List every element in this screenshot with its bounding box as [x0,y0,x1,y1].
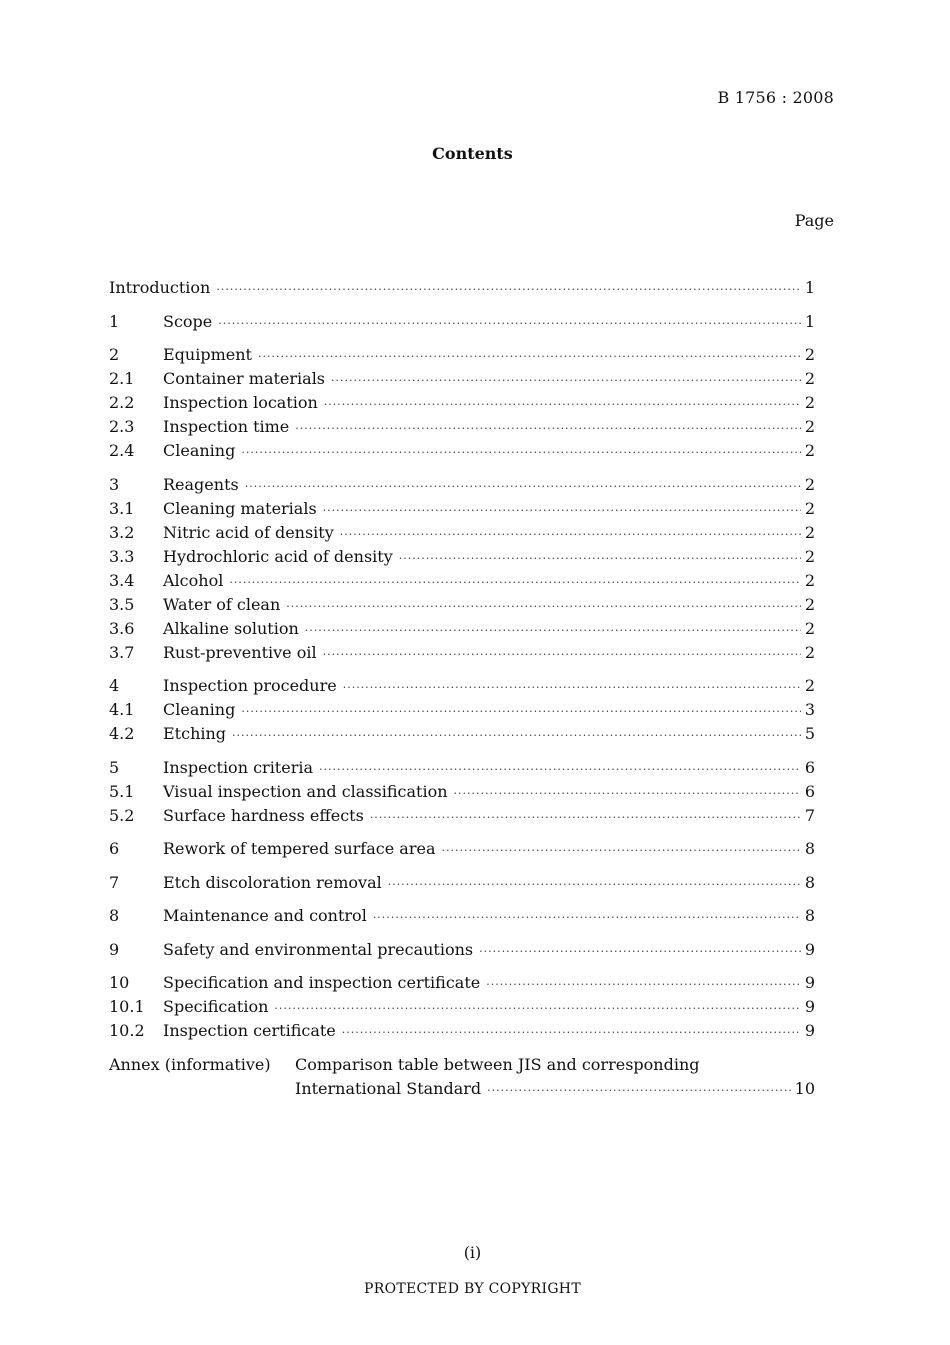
dot-leader [305,619,801,643]
dot-leader [486,973,801,997]
toc-entry-number: 9 [109,939,120,959]
toc-entry-number: 3.3 [109,546,135,566]
annex-first-line [109,1053,815,1077]
annex-title-line2: International Standard [295,1078,482,1098]
toc-entry-label: Cleaning materials [163,498,317,518]
toc-entry [109,722,815,746]
toc-entry-number: 4.1 [109,700,135,719]
dot-leader [274,997,800,1021]
toc-entry-page: 2 [804,369,815,388]
toc-entry [109,439,815,463]
toc-entry-page: 9 [804,997,815,1016]
toc-entry [109,756,815,780]
toc-entry [109,780,815,804]
toc-entry-page: 2 [804,522,815,542]
toc-entry-number: 2.3 [109,417,135,436]
toc-entry-label: Specification [163,997,269,1016]
toc-entry-label: Safety and environmental precautions [163,939,474,959]
toc-entry-number: 6 [109,839,120,858]
toc-entry [109,871,815,895]
toc-entry-page: 2 [804,393,815,412]
annex-second-line [109,1077,815,1101]
toc-entry-page: 5 [804,724,815,743]
toc-entry-label: Surface hardness effects [163,805,364,825]
toc-annex-entry [109,1053,815,1101]
toc-entry [109,497,815,521]
toc-entry-page: 2 [804,618,815,638]
toc-entry-number: 3.2 [109,522,135,542]
toc-entry-page: 9 [804,939,815,959]
toc-entry-label: Inspection certificate [163,1021,336,1040]
toc-entry-page: 2 [804,345,815,364]
dot-leader [218,312,801,336]
toc-entry-page: 8 [804,906,815,925]
toc-entry-label: Maintenance and control [163,906,367,925]
annex-title-line1: Comparison table between JIS and corresponding [295,1054,700,1074]
toc-entry [109,698,815,722]
toc-entry-page: 8 [804,872,815,892]
dot-leader [342,1021,801,1045]
dot-leader [388,873,801,897]
toc-entry [109,276,815,300]
toc-entry [109,971,815,995]
toc-entry [109,995,815,1019]
page-title: Contents [432,144,513,163]
toc-entry-page: 2 [804,676,815,695]
toc-entry-number: 7 [109,872,120,892]
toc-entry-number: 3 [109,474,120,494]
toc-entry [109,545,815,569]
annex-prefix: Annex (informative) [109,1054,271,1074]
toc-entry [109,641,815,665]
toc-entry-number: 10 [109,973,130,992]
toc-entry-label: Scope [163,311,213,331]
toc-entry-label: Alkaline solution [163,618,299,638]
toc-entry-label: Inspection location [163,393,318,412]
toc-entry-page: 2 [804,441,815,460]
toc-entry-label: Cleaning [163,700,236,719]
toc-entry-label: Inspection procedure [163,676,337,695]
dot-leader [258,345,801,369]
dot-leader [487,1079,790,1103]
page-column-header: Page [794,211,834,230]
toc-entry-number: 4 [109,676,120,695]
dot-leader [286,595,801,619]
toc-entry-label: Nitric acid of density [163,522,334,542]
toc-entry-number: 3.6 [109,618,135,638]
toc-entry-page: 1 [804,311,815,331]
toc-entry [109,837,815,861]
page-number: (i) [463,1243,482,1262]
dot-leader [441,839,800,863]
toc-entry [109,343,815,367]
toc-entry [109,473,815,497]
table-of-contents [109,276,815,1101]
toc-entry [109,1019,815,1043]
dot-leader [340,523,801,547]
toc-entry-label: Inspection criteria [163,757,314,777]
dot-leader [324,393,801,417]
dot-leader [370,806,801,830]
document-code: B 1756 : 2008 [717,88,834,107]
toc-entry-page: 2 [804,546,815,566]
toc-entry-label: Alcohol [163,570,224,590]
toc-entry-number: 8 [109,906,120,925]
dot-leader [229,571,800,595]
toc-entry [109,904,815,928]
toc-entry [109,593,815,617]
toc-entry-label: Rust-preventive oil [163,642,317,662]
toc-entry-number: 2.1 [109,369,135,388]
toc-entry-number: 5.1 [109,781,135,801]
copyright-notice: PROTECTED BY COPYRIGHT [364,1281,581,1297]
toc-entry-number: 5 [109,757,120,777]
toc-entry [109,367,815,391]
dot-leader [319,758,801,782]
toc-entry-label: Inspection time [163,417,290,436]
toc-entry-page: 6 [804,757,815,777]
toc-entry-page: 8 [804,839,815,858]
toc-entry-label: Introduction [109,278,211,297]
dot-leader [331,369,801,393]
toc-entry-page: 2 [804,642,815,662]
toc-entry-label: Hydrochloric acid of density [163,546,393,566]
toc-entry-label: Visual inspection and classification [163,781,448,801]
toc-entry-number: 3.4 [109,570,135,590]
toc-entry-number: 2.2 [109,393,135,412]
dot-leader [343,676,801,700]
toc-entry [109,415,815,439]
dot-leader [323,643,801,667]
toc-entry-number: 2 [109,345,120,364]
annex-page: 10 [794,1078,815,1098]
toc-entry-label: Etching [163,724,227,743]
toc-entry-page: 3 [804,700,815,719]
toc-entry-number: 1 [109,311,120,331]
toc-entry-page: 2 [804,570,815,590]
toc-entry-label: Etch discoloration removal [163,872,382,892]
toc-entry [109,674,815,698]
toc-entry-number: 10.2 [109,1021,145,1040]
toc-entry-number: 4.2 [109,724,135,743]
toc-entry-number: 3.5 [109,594,135,614]
toc-entry-label: Specification and inspection certificate [163,973,481,992]
toc-entry [109,938,815,962]
toc-entry-page: 6 [804,781,815,801]
toc-entry-number: 3.7 [109,642,135,662]
dot-leader [323,499,801,523]
toc-entry-number: 2.4 [109,441,135,460]
toc-entry-page: 1 [804,278,815,297]
toc-entry [109,391,815,415]
dot-leader [454,782,801,806]
toc-entry-page: 2 [804,417,815,436]
toc-entry-number: 5.2 [109,805,135,825]
dot-leader [479,940,801,964]
toc-entry-label: Water of clean [163,594,281,614]
toc-entry-page: 2 [804,498,815,518]
toc-entry [109,617,815,641]
dot-leader [232,724,801,748]
dot-leader [241,441,800,465]
toc-entry [109,804,815,828]
toc-entry-page: 2 [804,474,815,494]
toc-entry-page: 9 [804,973,815,992]
dot-leader [216,278,800,302]
toc-entry [109,310,815,334]
toc-entry-label: Reagents [163,474,239,494]
toc-entry-page: 9 [804,1021,815,1040]
dot-leader [295,417,801,441]
toc-entry-page: 2 [804,594,815,614]
toc-entry [109,569,815,593]
toc-entry-label: Container materials [163,369,326,388]
toc-entry-label: Rework of tempered surface area [163,839,436,858]
dot-leader [241,700,800,724]
toc-entry-page: 7 [804,805,815,825]
toc-entry-label: Cleaning [163,441,236,460]
toc-entry-number: 10.1 [109,997,145,1016]
toc-entry-number: 3.1 [109,498,135,518]
toc-entry [109,521,815,545]
dot-leader [373,906,801,930]
dot-leader [245,475,801,499]
dot-leader [399,547,801,571]
toc-entry-label: Equipment [163,345,252,364]
